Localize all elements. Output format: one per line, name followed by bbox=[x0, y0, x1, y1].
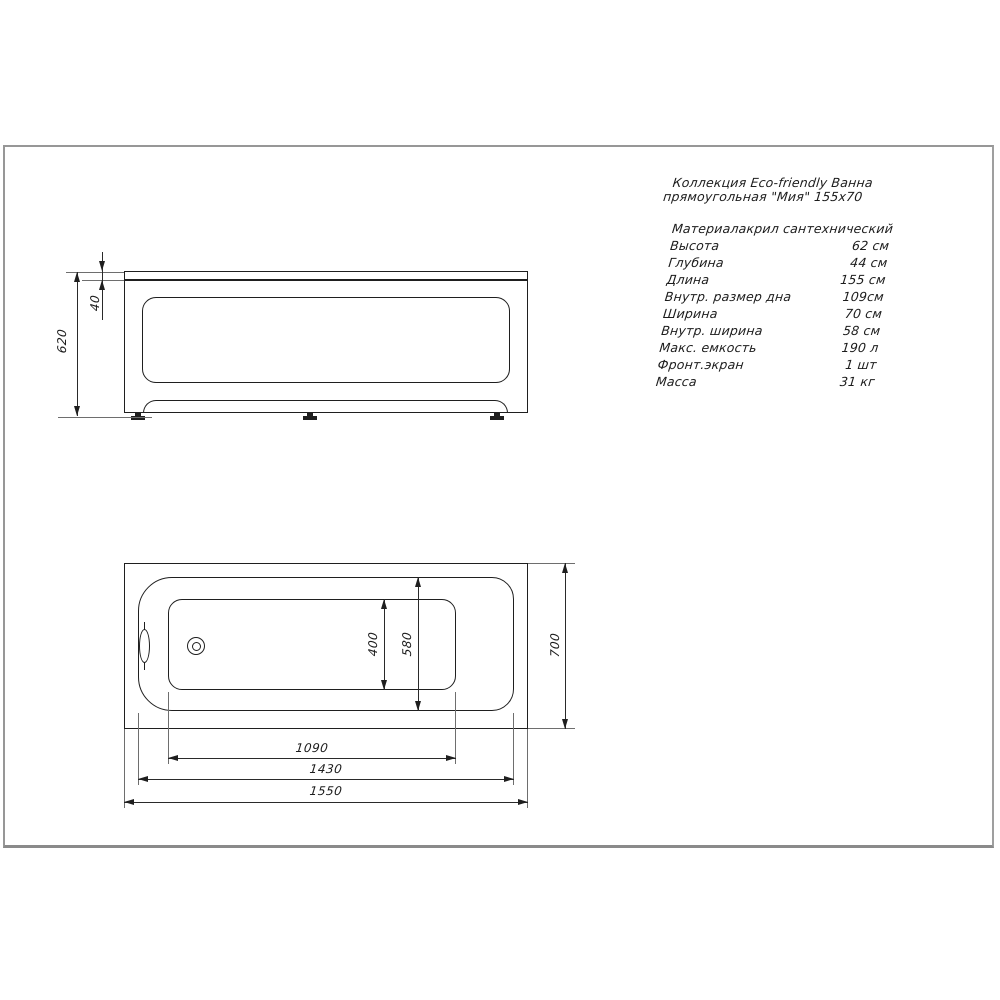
dim-line bbox=[124, 802, 528, 803]
dim-arrow bbox=[446, 755, 456, 761]
side-panel-recess bbox=[142, 297, 510, 383]
side-rim-line bbox=[124, 279, 528, 281]
spec-value: 31 кг bbox=[839, 374, 876, 389]
spec-value: 190 л bbox=[840, 340, 880, 355]
dim-arrow bbox=[415, 577, 421, 587]
spec-label: Внутр. размер дна bbox=[664, 289, 793, 304]
extension-line bbox=[527, 729, 528, 808]
extension-line bbox=[124, 729, 125, 808]
overflow-ellipse bbox=[139, 629, 150, 663]
dim-arrow bbox=[562, 719, 568, 729]
spec-value: 1 шт bbox=[844, 357, 878, 372]
extension-line bbox=[138, 713, 139, 785]
spec-label: Внутр. ширина bbox=[660, 323, 764, 338]
dim-arrow bbox=[562, 563, 568, 573]
spec-row-inner-bottom bbox=[664, 288, 885, 305]
spec-row-front-panel bbox=[657, 356, 878, 373]
spec-value: 109см bbox=[841, 289, 885, 304]
dim-arrow bbox=[74, 272, 80, 282]
dim-arrow bbox=[99, 261, 105, 271]
spec-row-material bbox=[671, 220, 892, 237]
dim-line bbox=[77, 272, 78, 416]
spec-row-length bbox=[666, 271, 887, 288]
dim-label: 620 bbox=[55, 328, 69, 354]
dim-line bbox=[138, 779, 514, 780]
drawing-title bbox=[663, 176, 896, 203]
dim-arrow bbox=[381, 680, 387, 690]
spec-value: 70 см bbox=[844, 306, 883, 321]
dim-arrow bbox=[168, 755, 178, 761]
dim-arrow bbox=[138, 776, 148, 782]
dim-arrow bbox=[74, 406, 80, 416]
dim-arrow bbox=[124, 799, 134, 805]
spec-value: 44 см bbox=[849, 255, 889, 270]
spec-label: Глубина bbox=[667, 255, 725, 270]
spec-label: Ширина bbox=[662, 306, 719, 321]
spec-label: Макс. емкость bbox=[658, 340, 758, 355]
spec-label: Длина bbox=[665, 272, 711, 287]
dim-arrow bbox=[381, 599, 387, 609]
spec-row-height bbox=[669, 237, 890, 254]
dim-label: 700 bbox=[548, 632, 562, 658]
spec-label: Высота bbox=[669, 238, 721, 253]
drain-inner-circle bbox=[192, 642, 201, 651]
title-line-1: Коллекция Eco-friendly Ванна bbox=[671, 175, 874, 190]
dim-line bbox=[168, 758, 456, 759]
dim-label: 1430 bbox=[308, 762, 344, 776]
dim-label: 400 bbox=[366, 631, 380, 657]
spec-value: 58 см bbox=[842, 323, 882, 338]
dim-arrow bbox=[518, 799, 528, 805]
extension-line bbox=[168, 692, 169, 764]
spec-value: 155 см bbox=[839, 272, 887, 287]
extension-line bbox=[58, 417, 152, 418]
spec-row-depth bbox=[668, 254, 889, 271]
dim-line bbox=[384, 599, 385, 690]
dim-arrow bbox=[99, 280, 105, 290]
dim-line bbox=[418, 577, 419, 711]
dim-label: 1550 bbox=[308, 784, 344, 798]
overflow-centerline bbox=[144, 662, 145, 670]
title-line-2: прямоугольная "Мия" 155x70 bbox=[662, 188, 864, 204]
dim-arrow bbox=[504, 776, 514, 782]
spec-row-width bbox=[662, 305, 883, 322]
spec-row-capacity bbox=[659, 339, 880, 356]
spec-row-inner-width bbox=[660, 322, 881, 339]
foot-base bbox=[303, 416, 317, 420]
spec-table bbox=[655, 220, 892, 390]
foot-base bbox=[490, 416, 504, 420]
side-skirt-edge bbox=[143, 400, 508, 413]
dim-line bbox=[565, 563, 566, 729]
spec-row-mass bbox=[655, 373, 876, 390]
dim-arrow bbox=[415, 701, 421, 711]
dim-label: 580 bbox=[400, 631, 414, 657]
spec-label: Масса bbox=[655, 374, 698, 389]
extension-line bbox=[455, 692, 456, 764]
spec-value: 62 см bbox=[851, 238, 891, 253]
dim-label: 1090 bbox=[294, 741, 330, 755]
dim-label: 40 bbox=[88, 294, 102, 312]
spec-label: Материал bbox=[671, 221, 740, 236]
spec-label: Фронт.экран bbox=[656, 357, 745, 372]
extension-line bbox=[513, 713, 514, 785]
spec-value: акрил сантехнический bbox=[737, 221, 894, 236]
